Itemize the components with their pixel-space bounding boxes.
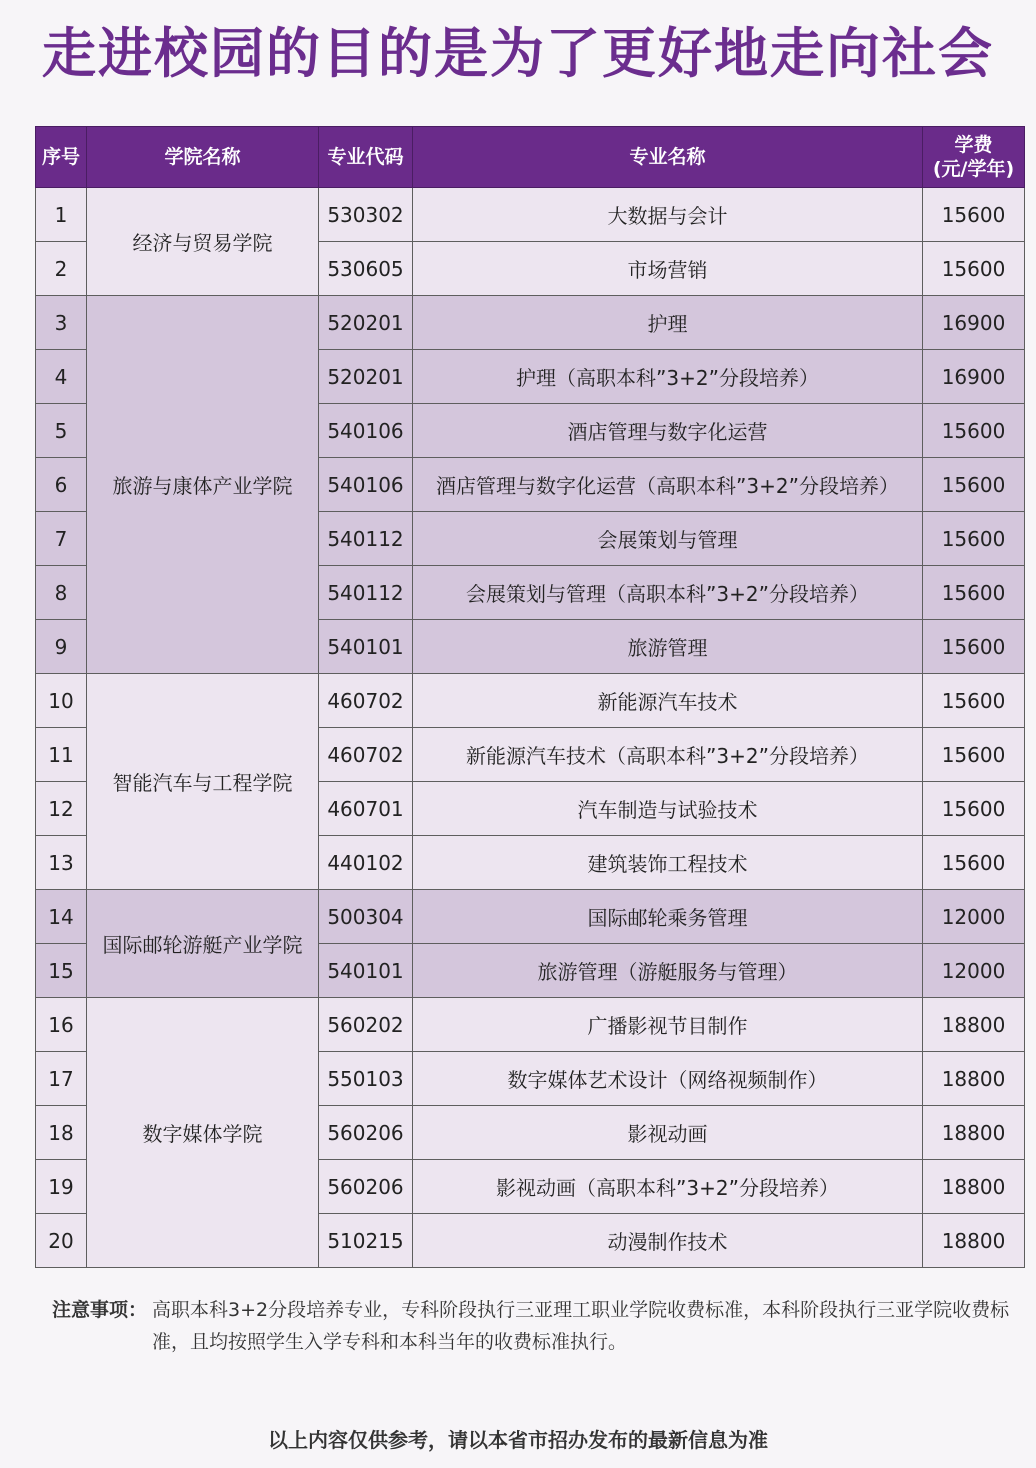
- table-row: [36, 674, 1025, 728]
- row-index: 20: [36, 1214, 87, 1268]
- major-code: 510215: [319, 1214, 413, 1268]
- major-code: 540106: [319, 458, 413, 512]
- major-code: 560202: [319, 998, 413, 1052]
- header-major: 专业名称: [413, 127, 923, 188]
- major-code: 460702: [319, 728, 413, 782]
- tuition-fee: 15600: [923, 242, 1025, 296]
- major-name: 旅游管理（游艇服务与管理）: [413, 944, 923, 998]
- header-fee-line1: 学费: [954, 134, 993, 156]
- page-title: 走进校园的目的是为了更好地走向社会: [42, 22, 994, 85]
- major-code: 540106: [319, 404, 413, 458]
- college-name: 数字媒体学院: [87, 998, 319, 1268]
- major-name: 新能源汽车技术（高职本科”3+2”分段培养）: [413, 728, 923, 782]
- table-row: [36, 188, 1025, 242]
- tuition-table: [35, 126, 1025, 1268]
- row-index: 13: [36, 836, 87, 890]
- major-name: 护理（高职本科”3+2”分段培养）: [413, 350, 923, 404]
- college-name: 经济与贸易学院: [87, 188, 319, 296]
- major-code: 520201: [319, 350, 413, 404]
- major-name: 市场营销: [413, 242, 923, 296]
- major-name: 数字媒体艺术设计（网络视频制作）: [413, 1052, 923, 1106]
- notice-label: 注意事项：: [52, 1299, 148, 1321]
- major-name: 影视动画（高职本科”3+2”分段培养）: [413, 1160, 923, 1214]
- college-name: 智能汽车与工程学院: [87, 674, 319, 890]
- tuition-fee: 18800: [923, 998, 1025, 1052]
- table-row: [36, 998, 1025, 1052]
- major-name: 酒店管理与数字化运营（高职本科”3+2”分段培养）: [413, 458, 923, 512]
- header-fee: [923, 127, 1025, 188]
- row-index: 6: [36, 458, 87, 512]
- row-index: 17: [36, 1052, 87, 1106]
- tuition-fee: 15600: [923, 404, 1025, 458]
- major-code: 550103: [319, 1052, 413, 1106]
- tuition-fee: 18800: [923, 1052, 1025, 1106]
- tuition-fee: 18800: [923, 1106, 1025, 1160]
- tuition-fee: 18800: [923, 1214, 1025, 1268]
- tuition-fee: 15600: [923, 458, 1025, 512]
- major-name: 大数据与会计: [413, 188, 923, 242]
- college-name: 旅游与康体产业学院: [87, 296, 319, 674]
- major-name: 影视动画: [413, 1106, 923, 1160]
- row-index: 14: [36, 890, 87, 944]
- row-index: 4: [36, 350, 87, 404]
- major-code: 540112: [319, 512, 413, 566]
- major-name: 护理: [413, 296, 923, 350]
- row-index: 11: [36, 728, 87, 782]
- tuition-fee: 15600: [923, 566, 1025, 620]
- tuition-fee: 15600: [923, 836, 1025, 890]
- table-row: [36, 296, 1025, 350]
- major-code: 560206: [319, 1160, 413, 1214]
- major-code: 530605: [319, 242, 413, 296]
- tuition-fee: 15600: [923, 512, 1025, 566]
- notice-text: 高职本科3+2分段培养专业，专科阶段执行三亚理工职业学院收费标准，本科阶段执行三亚学院收费标准，且均按照学生入学专科和本科当年的收费标准执行。: [152, 1299, 1010, 1353]
- table-header-row: [36, 127, 1025, 188]
- major-code: 460701: [319, 782, 413, 836]
- row-index: 8: [36, 566, 87, 620]
- major-name: 旅游管理: [413, 620, 923, 674]
- major-code: 520201: [319, 296, 413, 350]
- major-code: 460702: [319, 674, 413, 728]
- tuition-fee: 18800: [923, 1160, 1025, 1214]
- tuition-fee: 16900: [923, 296, 1025, 350]
- table-row: [36, 890, 1025, 944]
- major-name: 汽车制造与试验技术: [413, 782, 923, 836]
- tuition-fee: 15600: [923, 728, 1025, 782]
- tuition-fee: 12000: [923, 890, 1025, 944]
- major-code: 530302: [319, 188, 413, 242]
- row-index: 12: [36, 782, 87, 836]
- college-name: 国际邮轮游艇产业学院: [87, 890, 319, 998]
- row-index: 7: [36, 512, 87, 566]
- tuition-fee: 15600: [923, 782, 1025, 836]
- row-index: 5: [36, 404, 87, 458]
- major-code: 540101: [319, 944, 413, 998]
- footer-disclaimer: 以上内容仅供参考，请以本省市招办发布的最新信息为准: [268, 1428, 768, 1452]
- row-index: 16: [36, 998, 87, 1052]
- notice: [52, 1294, 1012, 1358]
- major-name: 国际邮轮乘务管理: [413, 890, 923, 944]
- row-index: 3: [36, 296, 87, 350]
- row-index: 10: [36, 674, 87, 728]
- tuition-fee: 15600: [923, 620, 1025, 674]
- tuition-fee: 15600: [923, 674, 1025, 728]
- tuition-fee: 15600: [923, 188, 1025, 242]
- header-code: 专业代码: [319, 127, 413, 188]
- row-index: 19: [36, 1160, 87, 1214]
- row-index: 15: [36, 944, 87, 998]
- major-name: 会展策划与管理（高职本科”3+2”分段培养）: [413, 566, 923, 620]
- tuition-fee: 12000: [923, 944, 1025, 998]
- major-name: 动漫制作技术: [413, 1214, 923, 1268]
- header-index: 序号: [36, 127, 87, 188]
- major-name: 会展策划与管理: [413, 512, 923, 566]
- major-name: 广播影视节目制作: [413, 998, 923, 1052]
- major-code: 500304: [319, 890, 413, 944]
- major-code: 560206: [319, 1106, 413, 1160]
- tuition-fee: 16900: [923, 350, 1025, 404]
- header-college: 学院名称: [87, 127, 319, 188]
- major-name: 酒店管理与数字化运营: [413, 404, 923, 458]
- major-code: 540112: [319, 566, 413, 620]
- row-index: 9: [36, 620, 87, 674]
- row-index: 2: [36, 242, 87, 296]
- major-code: 440102: [319, 836, 413, 890]
- major-code: 540101: [319, 620, 413, 674]
- table-body: [36, 188, 1025, 1268]
- major-name: 新能源汽车技术: [413, 674, 923, 728]
- row-index: 1: [36, 188, 87, 242]
- header-fee-line2: (元/学年): [932, 158, 1015, 180]
- row-index: 18: [36, 1106, 87, 1160]
- major-name: 建筑装饰工程技术: [413, 836, 923, 890]
